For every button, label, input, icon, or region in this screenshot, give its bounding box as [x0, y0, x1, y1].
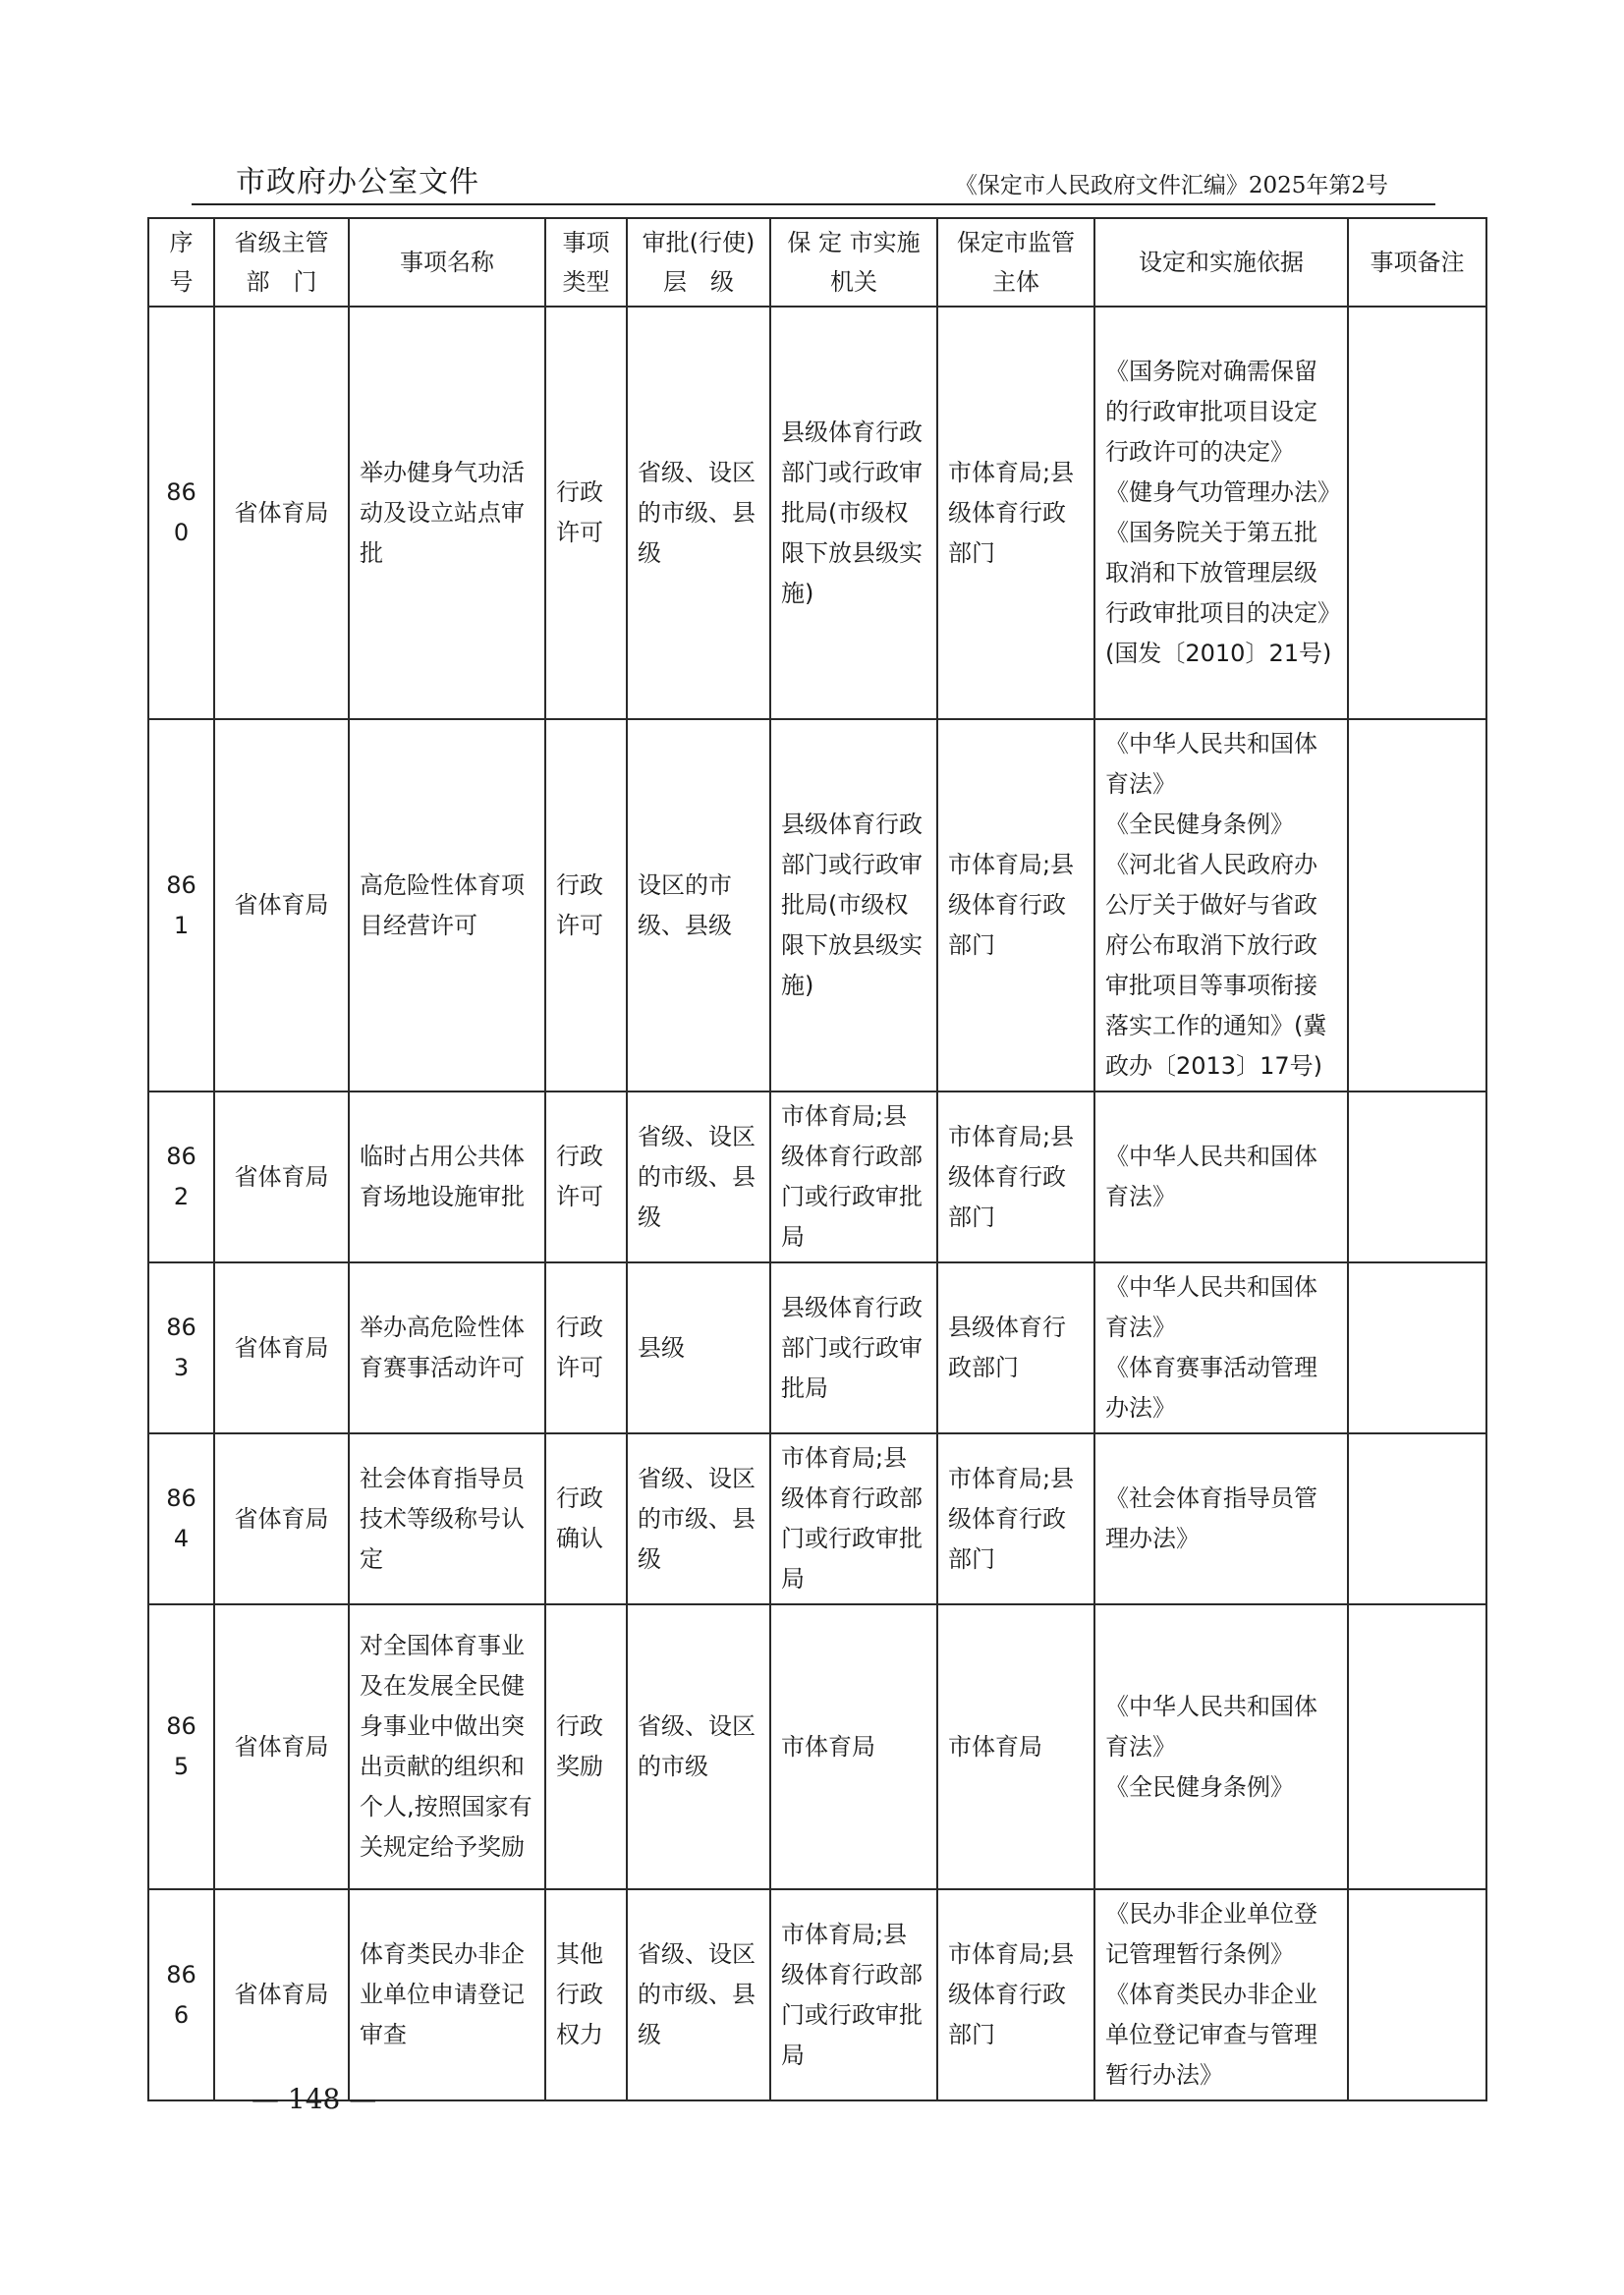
basis-reference: 《国务院对确需保留的行政审批项目设定行政许可的决定》 — [1105, 358, 1317, 466]
basis-reference: 《体育类民办非企业单位登记审查与管理暂行办法》 — [1105, 1981, 1317, 2089]
cell-impl: 市体育局 — [770, 1604, 937, 1889]
col-header-no: 序号 — [148, 218, 214, 307]
cell-basis — [1094, 1604, 1348, 1889]
cell-type: 行政许可 — [545, 719, 627, 1092]
cell-dept: 省体育局 — [214, 1262, 349, 1433]
cell-sup: 市体育局;县级体育行政部门 — [937, 1889, 1094, 2100]
cell-no: 866 — [148, 1889, 214, 2100]
cell-level: 省级、设区的市级、县级 — [627, 1092, 770, 1262]
table-row — [148, 1889, 1486, 2100]
cell-dept: 省体育局 — [214, 719, 349, 1092]
table-row — [148, 719, 1486, 1092]
cell-note — [1348, 1262, 1486, 1433]
cell-no: 863 — [148, 1262, 214, 1433]
cell-note — [1348, 1433, 1486, 1604]
cell-level: 县级 — [627, 1262, 770, 1433]
basis-reference: 《国务院关于第五批取消和下放管理层级行政审批项目的决定》(国发〔2010〕21号) — [1105, 519, 1332, 667]
cell-sup: 市体育局;县级体育行政部门 — [937, 719, 1094, 1092]
cell-no: 865 — [148, 1604, 214, 1889]
basis-reference: 《社会体育指导员管理办法》 — [1105, 1484, 1317, 1552]
cell-sup: 市体育局;县级体育行政部门 — [937, 307, 1094, 719]
col-header-type: 事项类型 — [545, 218, 627, 307]
basis-reference: 《民办非企业单位登记管理暂行条例》 — [1105, 1900, 1317, 1968]
table-row — [148, 1433, 1486, 1604]
col-header-sup: 保定市监管主体 — [937, 218, 1094, 307]
cell-basis — [1094, 1889, 1348, 2100]
cell-sup: 市体育局;县级体育行政部门 — [937, 1092, 1094, 1262]
cell-dept: 省体育局 — [214, 1604, 349, 1889]
cell-basis — [1094, 1262, 1348, 1433]
col-header-dept: 省级主管部 门 — [214, 218, 349, 307]
col-header-name: 事项名称 — [349, 218, 545, 307]
col-header-level: 审批(行使)层 级 — [627, 218, 770, 307]
basis-reference: 《中华人民共和国体育法》 — [1105, 730, 1317, 798]
cell-level: 省级、设区的市级 — [627, 1604, 770, 1889]
cell-basis — [1094, 719, 1348, 1092]
cell-name: 对全国体育事业及在发展全民健身事业中做出突出贡献的组织和个人,按照国家有关规定给予奖励 — [349, 1604, 545, 1889]
cell-dept: 省体育局 — [214, 1889, 349, 2100]
cell-impl: 县级体育行政部门或行政审批局(市级权限下放县级实施) — [770, 719, 937, 1092]
cell-type: 其他行政权力 — [545, 1889, 627, 2100]
header-publication: 《保定市人民政府文件汇编》2025年第2号 — [954, 173, 1388, 198]
cell-sup: 县级体育行政部门 — [937, 1262, 1094, 1433]
table-row — [148, 1262, 1486, 1433]
header-rule — [192, 203, 1435, 205]
cell-impl: 市体育局;县级体育行政部门或行政审批局 — [770, 1092, 937, 1262]
cell-type: 行政奖励 — [545, 1604, 627, 1889]
cell-basis — [1094, 1092, 1348, 1262]
cell-note — [1348, 1889, 1486, 2100]
cell-note — [1348, 719, 1486, 1092]
table-header-row — [148, 218, 1486, 307]
cell-dept: 省体育局 — [214, 1092, 349, 1262]
cell-name: 体育类民办非企业单位申请登记审查 — [349, 1889, 545, 2100]
cell-impl: 市体育局;县级体育行政部门或行政审批局 — [770, 1889, 937, 2100]
cell-level: 省级、设区的市级、县级 — [627, 1889, 770, 2100]
col-header-basis: 设定和实施依据 — [1094, 218, 1348, 307]
basis-reference: 《体育赛事活动管理办法》 — [1105, 1354, 1317, 1422]
cell-dept: 省体育局 — [214, 1433, 349, 1604]
cell-impl: 县级体育行政部门或行政审批局(市级权限下放县级实施) — [770, 307, 937, 719]
cell-type: 行政许可 — [545, 1092, 627, 1262]
cell-sup: 市体育局 — [937, 1604, 1094, 1889]
cell-note — [1348, 307, 1486, 719]
items-table — [147, 217, 1487, 2101]
cell-basis — [1094, 1433, 1348, 1604]
cell-name: 社会体育指导员技术等级称号认定 — [349, 1433, 545, 1604]
cell-name: 高危险性体育项目经营许可 — [349, 719, 545, 1092]
header-title: 市政府办公室文件 — [236, 165, 479, 199]
cell-type: 行政许可 — [545, 307, 627, 719]
cell-level: 省级、设区的市级、县级 — [627, 1433, 770, 1604]
table-row — [148, 1092, 1486, 1262]
cell-type: 行政确认 — [545, 1433, 627, 1604]
cell-no: 862 — [148, 1092, 214, 1262]
cell-name: 举办高危险性体育赛事活动许可 — [349, 1262, 545, 1433]
cell-sup: 市体育局;县级体育行政部门 — [937, 1433, 1094, 1604]
table-row — [148, 1604, 1486, 1889]
basis-reference: 《中华人民共和国体育法》 — [1105, 1692, 1317, 1761]
cell-no: 860 — [148, 307, 214, 719]
cell-dept: 省体育局 — [214, 307, 349, 719]
cell-level: 省级、设区的市级、县级 — [627, 307, 770, 719]
basis-reference: 《中华人民共和国体育法》 — [1105, 1273, 1317, 1341]
cell-name: 举办健身气功活动及设立站点审批 — [349, 307, 545, 719]
cell-no: 861 — [148, 719, 214, 1092]
page-number: — 148 — — [252, 2083, 377, 2115]
basis-reference: 《全民健身条例》 — [1105, 1772, 1294, 1801]
col-header-note: 事项备注 — [1348, 218, 1486, 307]
basis-reference: 《中华人民共和国体育法》 — [1105, 1143, 1317, 1210]
cell-type: 行政许可 — [545, 1262, 627, 1433]
cell-basis — [1094, 307, 1348, 719]
cell-no: 864 — [148, 1433, 214, 1604]
cell-note — [1348, 1604, 1486, 1889]
basis-reference: 《健身气功管理办法》 — [1105, 478, 1341, 506]
cell-impl: 县级体育行政部门或行政审批局 — [770, 1262, 937, 1433]
basis-reference: 《河北省人民政府办公厅关于做好与省政府公布取消下放行政审批项目等事项衔接落实工作的通知》(冀政办〔2013〕17号) — [1105, 851, 1327, 1080]
cell-name: 临时占用公共体育场地设施审批 — [349, 1092, 545, 1262]
cell-level: 设区的市级、县级 — [627, 719, 770, 1092]
cell-note — [1348, 1092, 1486, 1262]
table-row — [148, 307, 1486, 719]
cell-impl: 市体育局;县级体育行政部门或行政审批局 — [770, 1433, 937, 1604]
basis-reference: 《全民健身条例》 — [1105, 811, 1294, 838]
col-header-impl: 保 定 市实施机关 — [770, 218, 937, 307]
